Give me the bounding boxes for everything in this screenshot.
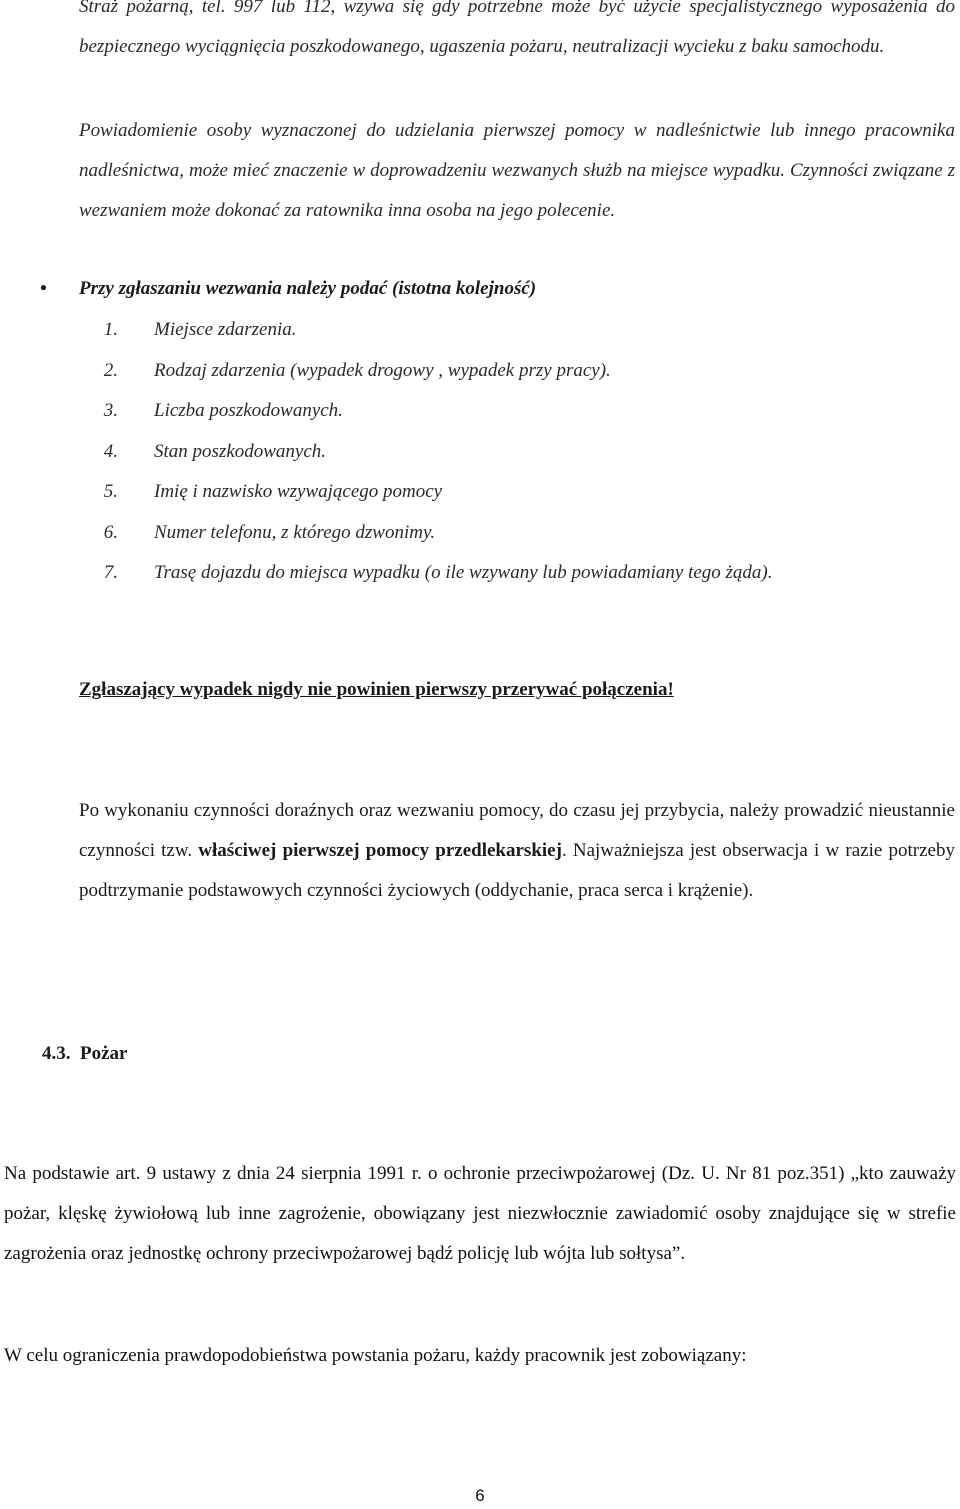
paragraph-notification: Powiadomienie osoby wyznaczonej do udzielania pierwszej pomocy w nadleśnictwie lub innego pracownika nadleśnictwa, może mieć znaczenie w doprowadzeniu wezwanych służb na miejsce wypadku. Czynności związane z wezwaniem może dokonać za ratownika inna osoba na jego polecenie. <box>79 120 955 221</box>
bullet-text: Przy zgłaszaniu wezwania należy podać (istotna kolejność) <box>79 278 537 299</box>
bullet-icon: • <box>40 278 47 299</box>
list-item-number: 5. <box>103 481 118 502</box>
list-item <box>79 391 939 432</box>
list-item-text: Stan poszkodowanych. <box>154 440 327 462</box>
list-item <box>79 351 939 392</box>
list-item <box>79 310 939 351</box>
section-heading <box>42 1036 442 1072</box>
warning-text: Zgłaszający wypadek nigdy nie powinien pierwszy przerywać połączenia! <box>79 679 674 700</box>
list-item-text: Miejsce zdarzenia. <box>154 319 297 340</box>
list-item-text: Rodzaj zdarzenia (wypadek drogowy , wypadek przy pracy). <box>154 359 611 381</box>
paragraph-first-aid-bold: właściwej pierwszej pomocy przedlekarskiej <box>198 840 562 861</box>
paragraph-employee-duty: W celu ograniczenia prawdopodobieństwa powstania pożaru, każdy pracownik jest zobowiązany: <box>4 1345 747 1366</box>
list-item-number: 4. <box>103 440 118 462</box>
paragraph-fire-brigade: Straż pożarną, tel. 997 lub 112, wzywa się gdy potrzebne może być użycie specjalistycznego wyposażenia do bezpiecznego wyciągnięcia poszkodowanego, ugaszenia pożaru, neutralizacji wycieku z baku samochodu. <box>79 0 955 57</box>
list-item <box>79 472 939 513</box>
list-item-number: 2. <box>103 359 118 381</box>
list-item-number: 6. <box>103 521 118 543</box>
paragraph-law: Na podstawie art. 9 ustawy z dnia 24 sierpnia 1991 r. o ochronie przeciwpożarowej (Dz. U. Nr 81 poz.351) „kto zauważy pożar, klęskę żywiołową lub inne zagrożenie, obowiązany jest niezwłocznie zawiadomić osoby znajdujące się w strefie zagrożenia oraz jednostkę ochrony przeciwpożarowej bądź policję lub wójta lub sołtysa”. <box>4 1163 956 1264</box>
list-item-text: Imię i nazwisko wzywającego pomocy <box>154 481 443 502</box>
list-item-text: Numer telefonu, z którego dzwonimy. <box>154 521 436 543</box>
list-item-number: 7. <box>103 562 118 583</box>
list-item <box>79 432 939 473</box>
list-item-text: Trasę dojazdu do miejsca wypadku (o ile wzywany lub powiadamiany tego żąda). <box>154 562 773 583</box>
page-number: 6 <box>475 1486 485 1505</box>
section-number: 4.3. <box>42 1043 71 1064</box>
paragraph-first-aid-part2: . Najważniejsza jest obserwacja i w razie potrzeby podtrzymanie podstawowych czynności życiowych (oddychanie, praca serca i krążenie). <box>79 840 955 901</box>
paragraph-first-aid-part1: Po wykonaniu czynności doraźnych oraz wezwaniu pomocy, do czasu jej przybycia, należy prowadzić nieustannie czynności tzw. <box>79 800 955 861</box>
list-item <box>79 553 939 594</box>
list-item <box>79 513 939 554</box>
reporting-steps-list <box>79 310 939 594</box>
list-item-number: 3. <box>103 400 118 421</box>
paragraph-first-aid <box>79 791 955 911</box>
section-title: Pożar <box>80 1043 128 1064</box>
list-item-text: Liczba poszkodowanych. <box>154 400 343 421</box>
list-item-number: 1. <box>103 319 118 340</box>
